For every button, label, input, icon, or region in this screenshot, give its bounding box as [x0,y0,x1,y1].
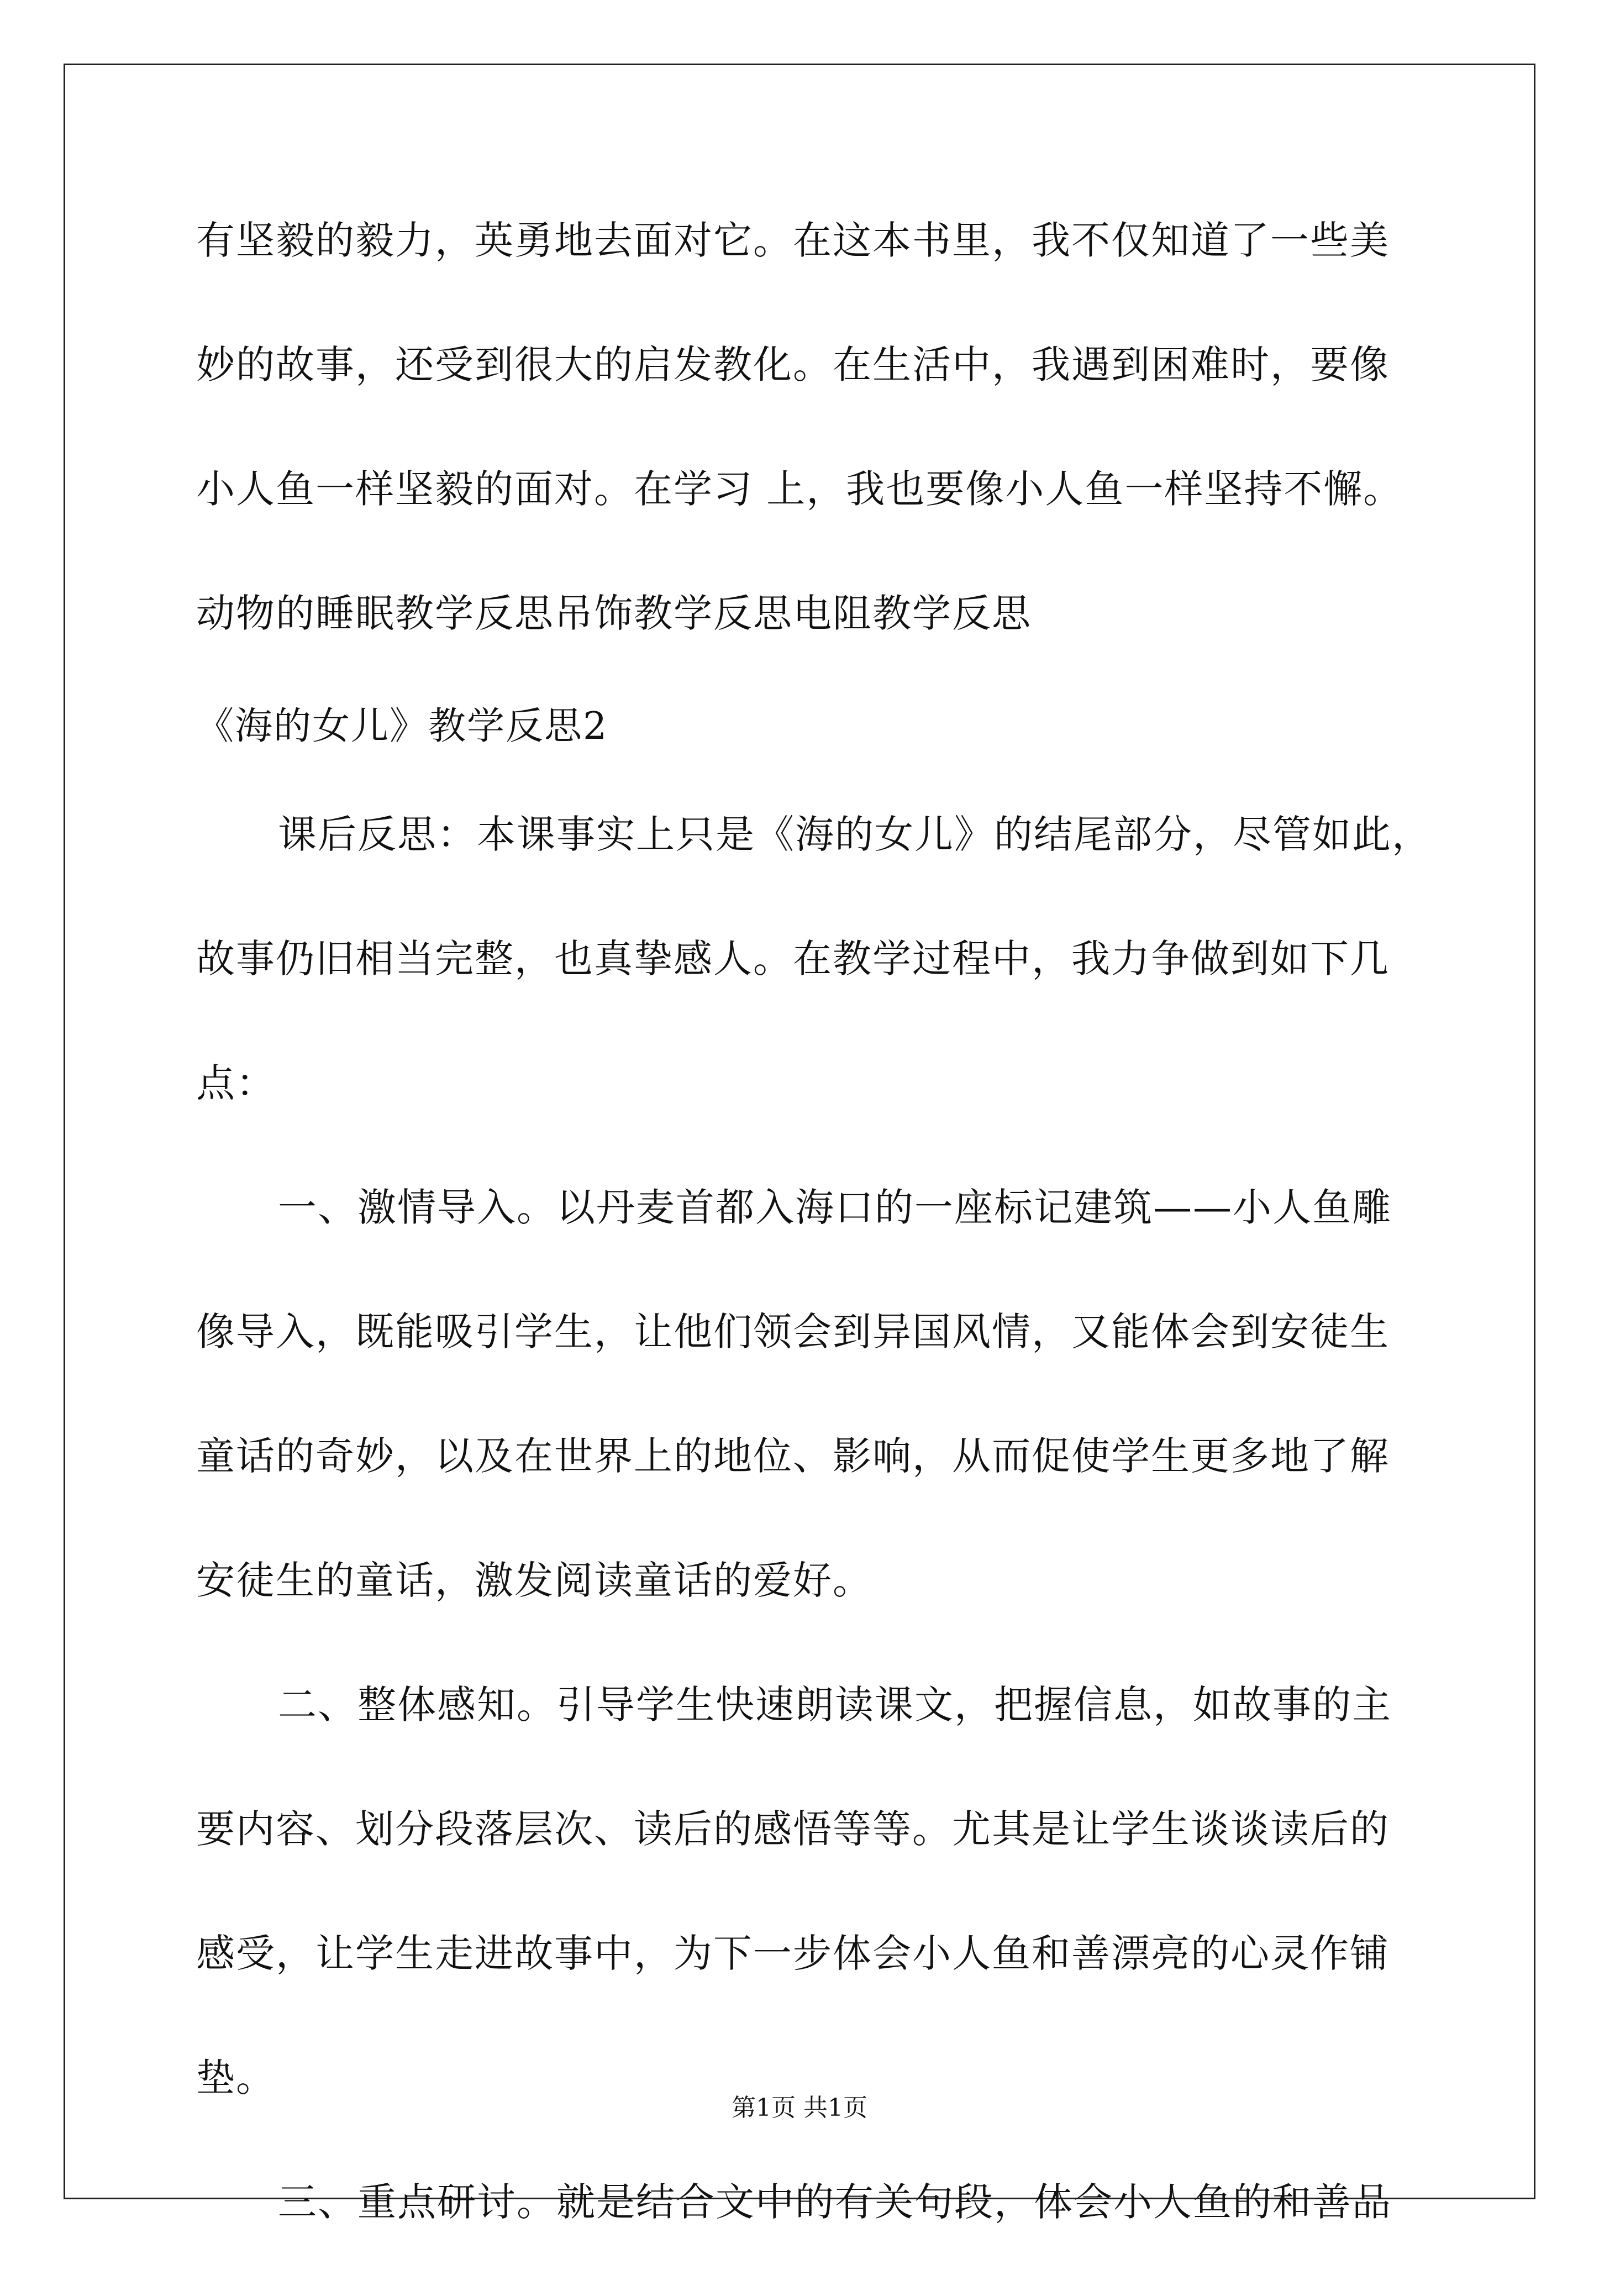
text-line: 有坚毅的毅力，英勇地去面对它。在这本书里，我不仅知道了一些美 [196,218,1390,263]
text-line: 故事仍旧相当完整，也真挚感人。在教学过程中，我力争做到如下几 [196,936,1390,981]
paragraph-first-line: 二、整体感知。引导学生快速朗读课文，把握信息，如故事的主 [278,1682,1392,1727]
text-line: 小人鱼一样坚毅的面对。在学习 上，我也要像小人鱼一样坚持不懈。 [196,466,1403,512]
document-body [196,210,1432,2296]
text-line: 感受，让学生走进故事中，为下一步体会小人鱼和善漂亮的心灵作铺 [196,1931,1390,1976]
paragraph-first-line: 课后反思：本课事实上只是《海的女儿》的结尾部分，尽管如此， [278,812,1432,857]
paragraph-first-line: 一、激情导入。以丹麦首都入海口的一座标记建筑——小人鱼雕 [278,1185,1392,1230]
paragraph-first-line: 三、重点研讨。就是结合文中的有关句段，体会小人鱼的和善品 [278,2179,1392,2225]
text-line: 像导入，既能吸引学生，让他们领会到异国风情，又能体会到安徒生 [196,1309,1390,1354]
text-line: 安徒生的童话，激发阅读童话的爱好。 [196,1558,872,1603]
text-line: 垫。 [196,2055,276,2100]
text-line: 要内容、划分段落层次、读后的感悟等等。尤其是让学生谈谈读后的 [196,1806,1390,1852]
text-line: 童话的奇妙，以及在世界上的地位、影响，从而促使学生更多地了解 [196,1433,1390,1479]
section-heading: 《海的女儿》教学反思2 [196,705,608,748]
text-line: 动物的睡眠教学反思吊饰教学反思电阻教学反思 [196,591,1032,636]
page-footer: 第1页 共1页 [732,2094,867,2122]
text-line: 妙的故事，还受到很大的启发教化。在生活中，我遇到困难时，要像 [196,342,1390,387]
text-line: 点： [196,1060,276,1106]
